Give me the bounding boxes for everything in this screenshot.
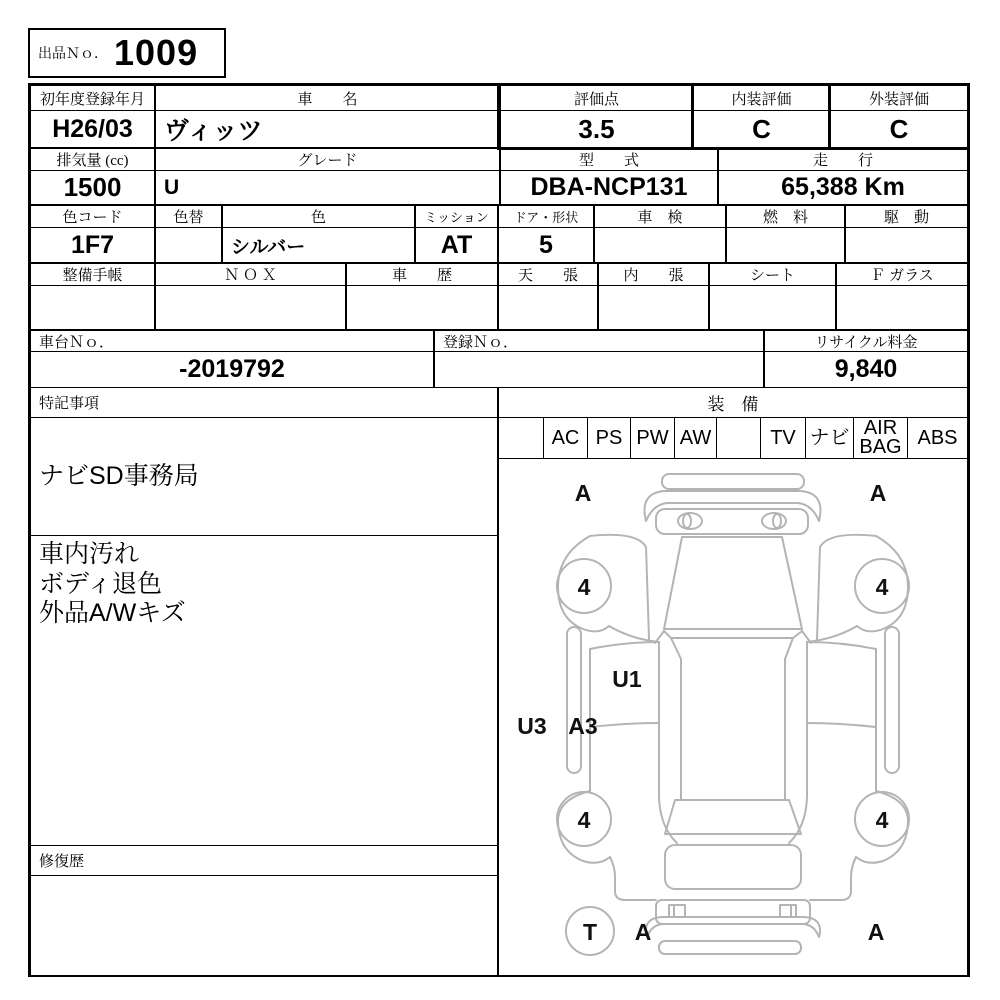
door-top-edge xyxy=(590,642,659,649)
nox-header: Ｎ Ｏ Ｘ xyxy=(155,263,346,286)
drive-value xyxy=(845,227,968,263)
front-bumper-strip xyxy=(662,474,804,489)
service-book-value xyxy=(30,285,155,330)
exterior-header: 外装評価 xyxy=(830,85,968,111)
side-sill xyxy=(567,627,581,773)
mark-t: T xyxy=(582,919,598,945)
fuel-header: 燃 料 xyxy=(726,205,845,228)
mark-wheel-rl: 4 xyxy=(577,807,591,833)
a-pillar-left xyxy=(671,638,681,659)
first-reg-value: H26/03 xyxy=(30,110,155,148)
equipment-navi: ナビ xyxy=(805,417,854,459)
mark-front-left-a: A xyxy=(574,480,592,506)
repair-history-box xyxy=(30,875,498,976)
car-diagram-panel xyxy=(498,458,968,976)
headlight-left-lens xyxy=(683,514,691,528)
repair-history-header: 修復歴 xyxy=(30,845,498,876)
inspection-value xyxy=(594,227,726,263)
model-code-value: DBA-NCP131 xyxy=(500,170,718,205)
headliner-value xyxy=(498,285,598,330)
mileage-value: 65,388 Km xyxy=(718,170,968,205)
mark-wheel-fl: 4 xyxy=(577,574,591,600)
mark-a3: A3 xyxy=(568,713,598,739)
color-value: シルバー xyxy=(222,227,415,263)
interior-header: 内装評価 xyxy=(693,85,830,111)
notes-box-1: ナビSD事務局 xyxy=(30,417,498,536)
front-fender-top xyxy=(590,535,649,639)
inspection-header: 車 検 xyxy=(594,205,726,228)
exterior-value: C xyxy=(830,110,968,148)
color-code-value: 1F7 xyxy=(30,227,155,263)
seat-header: シート xyxy=(709,263,836,286)
grade-header: グレード xyxy=(155,148,500,171)
transmission-value: AT xyxy=(415,227,498,263)
doors-value: 5 xyxy=(498,227,594,263)
a-pillar-right xyxy=(785,638,793,659)
displacement-header: 排気量 (cc) xyxy=(30,148,155,171)
drive-header: 駆 動 xyxy=(845,205,968,228)
cowl-line xyxy=(664,631,802,638)
mark-u3: U3 xyxy=(517,713,547,739)
mark-front-right-a: A xyxy=(869,480,887,506)
reg-no-header: 登録Ｎｏ． xyxy=(434,330,764,352)
notes-header: 特記事項 xyxy=(30,387,498,418)
note-line: ボディ退色 xyxy=(39,569,163,598)
grade-value: U xyxy=(155,170,500,205)
rear-window xyxy=(665,800,801,834)
history-header: 車 歴 xyxy=(346,263,498,286)
displacement-value: 1500 xyxy=(30,170,155,205)
f-glass-value xyxy=(836,285,968,330)
door-divider xyxy=(590,723,659,727)
car-name-header: 車 名 xyxy=(155,85,500,111)
mark-rear-left-a: A xyxy=(634,919,652,945)
equipment-header: 装 備 xyxy=(498,387,968,418)
transmission-header: ミッション xyxy=(415,205,498,228)
front-shoulder xyxy=(609,626,659,642)
headliner-header: 天 張 xyxy=(498,263,598,286)
rear-lower-strip xyxy=(659,941,801,954)
note-line: 車内汚れ xyxy=(39,540,140,568)
car-side-right xyxy=(789,535,909,900)
score-value: 3.5 xyxy=(500,110,693,148)
equipment-ps: PS xyxy=(587,417,631,459)
lot-number-value: 1009 xyxy=(114,32,199,73)
color-change-header: 色替 xyxy=(155,205,222,228)
equipment-ac: AC xyxy=(543,417,588,459)
rear-quarter xyxy=(610,857,656,900)
notes-box-2 xyxy=(30,535,498,846)
nox-value xyxy=(155,285,346,330)
under-bumper-band xyxy=(646,917,820,937)
equipment-tv: TV xyxy=(760,417,806,459)
color-header: 色 xyxy=(222,205,415,228)
color-change-value xyxy=(155,227,222,263)
model-code-header: 型 式 xyxy=(500,148,718,171)
recycle-fee-value: 9,840 xyxy=(764,351,968,388)
interior-value: C xyxy=(693,110,830,148)
f-glass-header: Ｆ ガラス xyxy=(836,263,968,286)
lot-number-box xyxy=(28,28,226,78)
car-name-value: ヴィッツ xyxy=(155,110,500,148)
door-trim-value xyxy=(598,285,709,330)
rear-hatch xyxy=(665,845,801,889)
mark-u1: U1 xyxy=(612,666,642,692)
score-header: 評価点 xyxy=(500,85,693,111)
chassis-no-header: 車台Ｎｏ． xyxy=(30,330,434,352)
plate-light-right xyxy=(780,905,796,917)
door-trim-header: 内 張 xyxy=(598,263,709,286)
mark-rear-right-a: A xyxy=(867,919,885,945)
mark-wheel-fr: 4 xyxy=(875,574,889,600)
equipment-aw: AW xyxy=(674,417,717,459)
recycle-fee-header: リサイクル料金 xyxy=(764,330,968,352)
rear-bumper xyxy=(656,900,810,924)
color-code-header: 色コード xyxy=(30,205,155,228)
mileage-header: 走 行 xyxy=(718,148,968,171)
history-value xyxy=(346,285,498,330)
plate-light-left xyxy=(669,905,685,917)
equipment-blank xyxy=(716,417,761,459)
service-book-header: 整備手帳 xyxy=(30,263,155,286)
mark-wheel-rr: 4 xyxy=(875,807,889,833)
equipment-abs: ABS xyxy=(907,417,968,459)
chassis-no-value: -2019792 xyxy=(30,351,434,388)
front-grille-band xyxy=(645,491,821,521)
reg-no-value xyxy=(434,351,764,388)
note-line: 外品A/Wキズ xyxy=(39,599,186,627)
car-diagram xyxy=(499,459,967,975)
lot-number-label: 出品Ｎｏ． xyxy=(38,47,108,62)
seat-value xyxy=(709,285,836,330)
doors-header: ドア・形状 xyxy=(498,205,594,228)
first-reg-header: 初年度登録年月 xyxy=(30,85,155,111)
windshield xyxy=(664,537,802,629)
fuel-value xyxy=(726,227,845,263)
equipment-pw: PW xyxy=(630,417,675,459)
equipment-airbag: AIR BAG xyxy=(853,417,908,459)
headlight-right-lens xyxy=(773,514,781,528)
